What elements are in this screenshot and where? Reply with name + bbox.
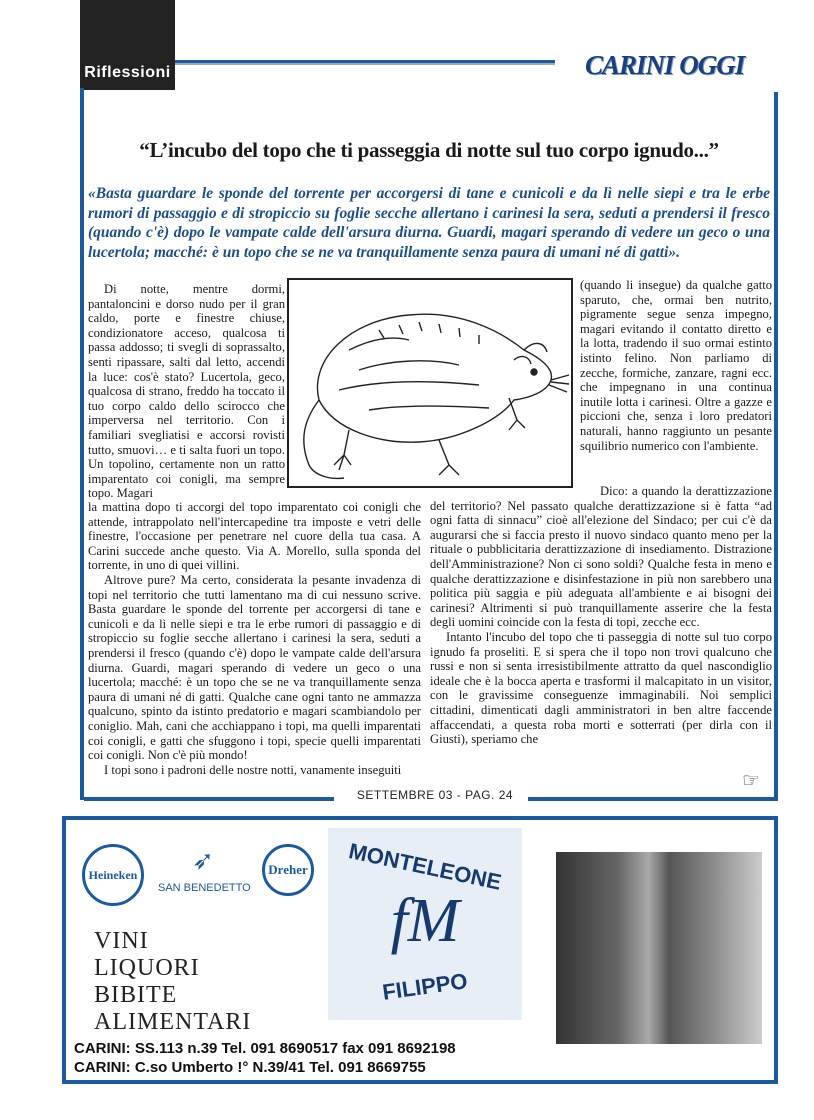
header-rule <box>175 60 555 65</box>
paragraph: Dico: a quando la derattizzazione del territorio? Nel passato qualche derattizzazione si è fatta “ad ogni fatta di sinnacu” cioè all'elezione del Sindaco; per cui c'è da augurarsi che si faccia presto il nuovo sindaco quanto meno per la rituale o pubblicitaria derattizzazione di insediamento. Distrazione dell'Amministrazione? Non ci sono soldi? Qualche festa in meno e qualche derattizzazione e disinfestazione in più non sarebbero una politica più saggia e più adeguata all'ambiente e ai bisogni dei carinesi? Altrimenti si può tranquillamente asserire che la festa degli uomini coincide con la festa di topi, zecche ecc. <box>430 484 772 630</box>
heineken-logo: Heineken <box>82 844 144 906</box>
column-bottom-right <box>430 484 772 747</box>
frame-border-bottom-right <box>528 797 778 801</box>
article-title: “L’incubo del topo che ti passeggia di notte sul tuo corpo ignudo...” <box>139 138 719 162</box>
logo-monogram: fM <box>390 887 460 955</box>
san-benedetto-label: SAN BENEDETTO <box>158 882 251 894</box>
swallow-icon: ➶ <box>192 846 214 875</box>
product-item: LIQUORI <box>94 955 200 981</box>
column-top-right <box>580 278 772 453</box>
paragraph: I topi sono i padroni delle nostre notti, vanamente inseguiti <box>104 762 402 777</box>
logo-bottom-text: FILIPPO <box>380 968 470 1005</box>
column-bottom-left <box>88 500 421 777</box>
monteleone-logo <box>328 828 522 1020</box>
dreher-logo: Dreher <box>262 844 314 896</box>
product-list <box>94 928 251 1036</box>
paragraph: Altrove pure? Ma certo, considerata la pesante invadenza di topi nel territorio che tutti lamentano ma di cui nessuno scrive. Basta guardare le sponde del torrente per accorgersi di tane e cunicoli e da lì nelle siepi e tra le erbe rumori di passaggio e di stropiccio su foglie secche allertano i carinesi la sera, seduti a prendersi il fresco (quando c'è) dopo le vampate calde dell'arsura diurna. Guardi, magari sperando di vedere un geco o una lucertola; macché: è un topo che se ne va tranquillamente senza paura di umani né di gatti. Qualche cane ogni tanto ne ammazza qualcuno, spinto da istinto predatorio e magari scambiandolo per coniglio. Mah, cani che acchiappano i topi, ma quelli imparentati coi conigli, e gatti che sfuggono i topi, specie quelli imparentati coi conigli. Non c'è più mondo! <box>88 572 421 763</box>
address-line: CARINI: C.so Umberto !° N.39/41 Tel. 091 8669755 <box>74 1059 426 1076</box>
frame-border-bottom-left <box>84 797 334 801</box>
pointing-hand-icon: ☞ <box>742 770 760 792</box>
article-lead: «Basta guardare le sponde del torrente per accorgersi di tane e cunicoli e da lì nelle siepi e tra le erbe rumori di passaggio e di stropiccio su foglie secche allertano i carinesi la sera, seduti a prendersi il fresco (quando c'è) dopo le vampate calde dell'arsura diurna. Guardi, magari sperando di vedere un geco o una lucertola; macché: è un topo che se ne va tranquillamente senza paura di umani né di gatti». <box>88 185 770 261</box>
paragraph: Di notte, mentre dormi, pantaloncini e dorso nudo per il gran caldo, porte e finestre chiuse, condizionatore acceso, qualcosa ti passa addosso; ti svegli di soprassalto, senti ripassare, salti dal letto, accendi la luce: cos'è stato? Lucertola, geco, qualcosa di strano, freddo ha toccato il tuo corpo caldo dello scirocco che imperversa nel territorio. Con i familiari svegliatisi e accorsi rovisti tutto, smuovi… e ti salta fuori un topo. Un topolino, certamente non un ratto imparentato coi conigli, ma sempre topo. Magari <box>88 282 285 501</box>
advertisement <box>62 816 778 1084</box>
logo-top-text: MONTELEONE <box>346 838 504 895</box>
frame-border-left <box>80 88 84 800</box>
barrel-photo <box>556 852 762 1044</box>
address-line: CARINI: SS.113 n.39 Tel. 091 8690517 fax 091 8692198 <box>74 1040 456 1057</box>
paragraph: (quando li insegue) da qualche gatto sparuto, che, ormai ben nutrito, pigramente segue senza impegno, magari evitando il contatto diretto e la lotta, tradendo il suo ormai estinto istinto felino. Non parliamo di zecche, formiche, zanzare, ragni ecc. che impegnano in una continua inutile lotta i carinesi. Oltre a gazze e piccioni che, senza i loro predatori naturali, hanno raggiunto un pesante squilibrio numerico con l'ambiente. <box>580 278 772 453</box>
product-item: ALIMENTARI <box>94 1009 252 1035</box>
san-benedetto-logo <box>158 846 251 894</box>
masthead-logo: CARINI OGGI <box>585 50 745 80</box>
paragraph: Intanto l'incubo del topo che ti passeggia di notte sul tuo corpo ignudo fa proseliti. E si spera che il topo non trovi qualcuno che russi e non si senta irresistibilmente attratto da quel nascondiglio ideale che è la bocca aperta e trasformi il malcapitato in un visitor, con le gravissime conseguenze immaginabili. Noi semplici cittadini, dimenticati dagli amministratori in ben altre faccende affaccendati, a questa roba morti e sotterrati (per dirla con il Giusti), speriamo che <box>430 629 772 747</box>
frame-border-right <box>774 92 778 800</box>
rat-drawing-icon <box>289 280 571 486</box>
rat-illustration <box>287 278 573 488</box>
page-footer: SETTEMBRE 03 - PAG. 24 <box>356 788 514 802</box>
section-label: Riflessioni <box>80 0 175 90</box>
product-item: BIBITE <box>94 982 178 1008</box>
paragraph: la mattina dopo ti accorgi del topo imparentato coi conigli che attende, intrappolato nell'intercapedine tra imposte e vetri delle finestre, l'occasione per penetrare nel cuore della tua casa. A Carini succede anche questo. Via A. Morello, sulla sponda del torrente, in uno di quei villini. <box>88 500 421 573</box>
column-top-left <box>88 282 285 501</box>
product-item: VINI <box>94 928 149 954</box>
